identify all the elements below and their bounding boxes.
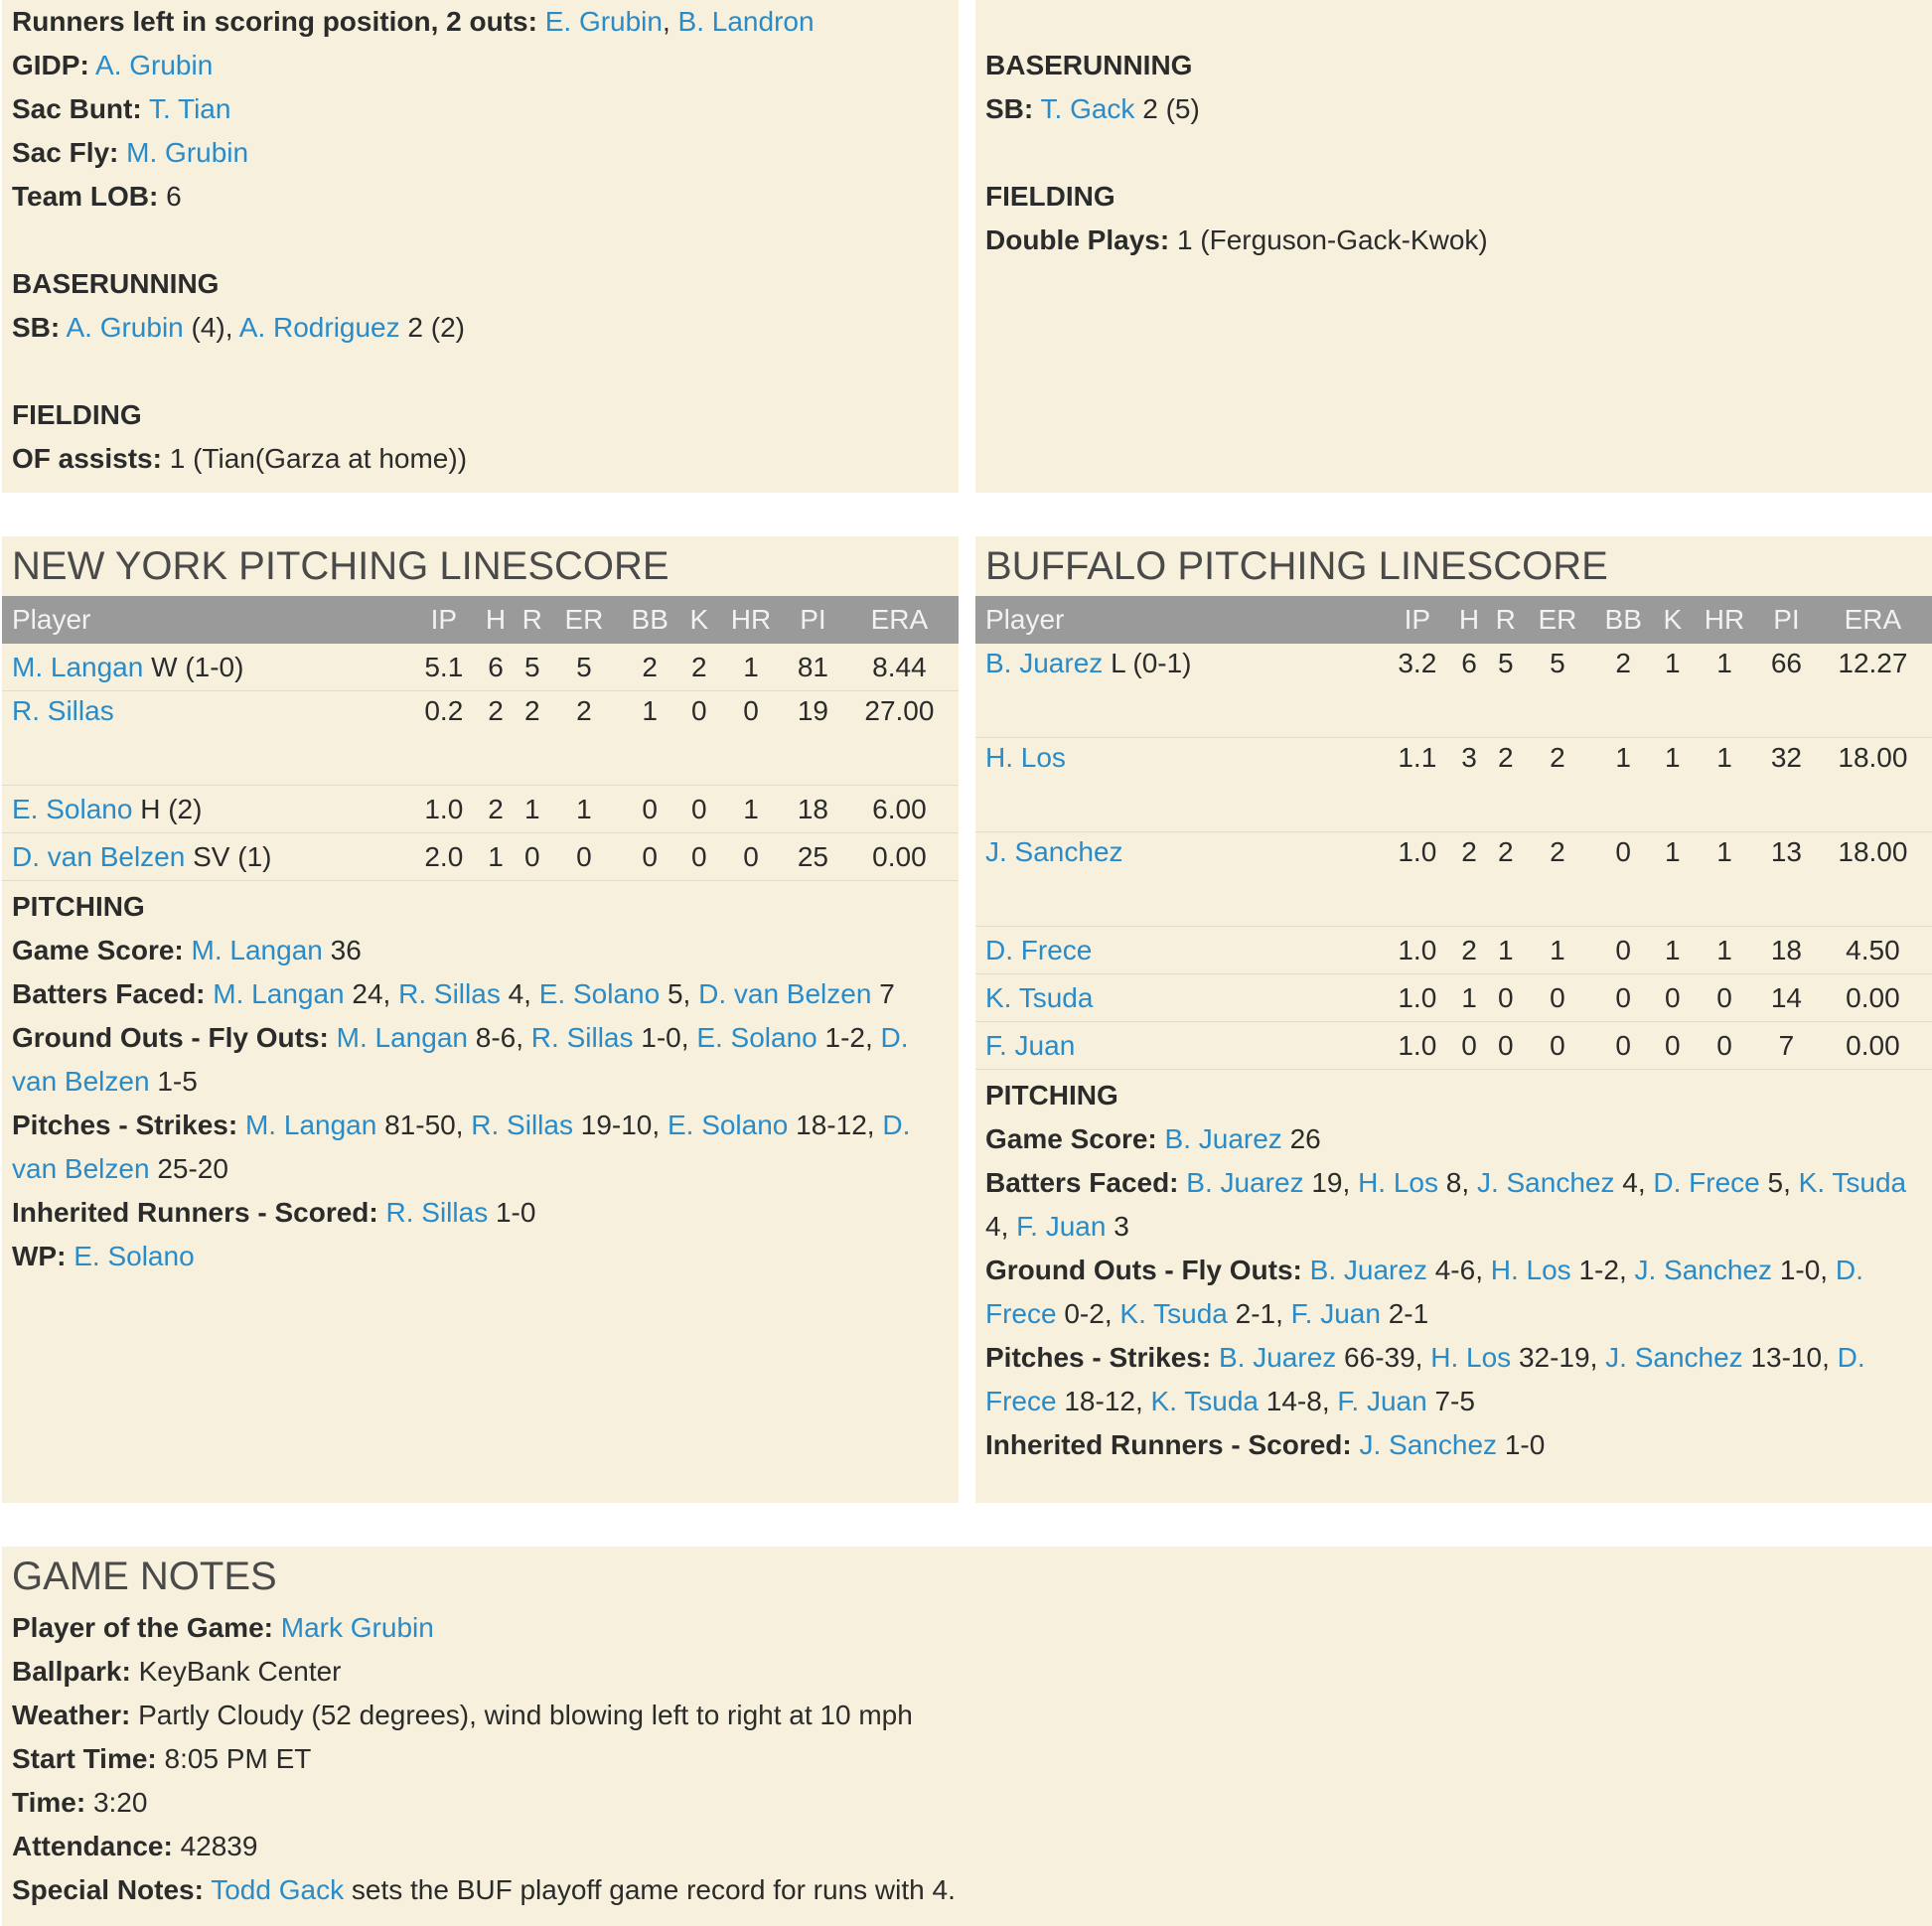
player-link[interactable]: F. Juan bbox=[1337, 1386, 1427, 1416]
ny-batting-notes-panel bbox=[2, 0, 959, 493]
inherited-runners-line: Inherited Runners - Scored: J. Sanchez 1-0 bbox=[985, 1429, 1546, 1460]
col-header-er[interactable]: ER bbox=[550, 596, 618, 644]
player-link[interactable]: D. Frece bbox=[985, 934, 1093, 965]
of-assists-line: OF assists: 1 (Tian(Garza at home)) bbox=[12, 443, 468, 474]
table-header-row bbox=[2, 596, 959, 644]
player-link[interactable]: B. Juarez bbox=[1218, 1342, 1337, 1373]
player-link[interactable]: D. van Belzen bbox=[12, 1110, 911, 1184]
ballpark-line: Ballpark: KeyBank Center bbox=[12, 1656, 342, 1687]
groundouts-flyouts-line: Ground Outs - Fly Outs: M. Langan 8-6, R. Sillas 1-0, E. Solano 1-2, D. van Belzen 1-5 bbox=[12, 1022, 909, 1097]
player-link[interactable]: R. Sillas bbox=[530, 1022, 634, 1053]
player-link[interactable]: E. Grubin bbox=[544, 6, 663, 37]
player-link[interactable]: A. Grubin bbox=[66, 312, 184, 343]
player-link[interactable]: H. Los bbox=[985, 742, 1066, 773]
player-link[interactable]: R. Sillas bbox=[398, 978, 501, 1009]
col-header-h[interactable]: H bbox=[478, 596, 515, 644]
player-link[interactable]: D. van Belzen bbox=[12, 1022, 909, 1097]
ny-pitching-table bbox=[2, 596, 959, 881]
player-link[interactable]: M. Langan bbox=[244, 1110, 377, 1140]
table-row: F. Juan 1.0 0 0 0 0 0 0 7 0.00 bbox=[975, 1022, 1932, 1070]
buf-batting-notes-panel bbox=[975, 0, 1932, 493]
player-link[interactable]: J. Sanchez bbox=[1605, 1342, 1743, 1373]
player-link[interactable]: H. Los bbox=[1490, 1255, 1571, 1285]
col-header-k[interactable]: K bbox=[1656, 596, 1690, 644]
game-time-line: Time: 3:20 bbox=[12, 1787, 148, 1818]
player-link[interactable]: M. Langan bbox=[213, 978, 345, 1009]
table-row: R. Sillas 0.2 2 2 2 1 0 0 19 27.00 bbox=[2, 691, 959, 786]
player-link[interactable]: B. Juarez bbox=[1309, 1255, 1427, 1285]
col-header-hr[interactable]: HR bbox=[1690, 596, 1759, 644]
pitches-strikes-line: Pitches - Strikes: B. Juarez 66-39, H. Los 32-19, J. Sanchez 13-10, D. Frece 18-12, K. Tsuda 14-8, F. Juan 7-5 bbox=[985, 1342, 1865, 1416]
player-link[interactable]: E. Solano bbox=[74, 1241, 195, 1271]
gidp-line: GIDP: A. Grubin bbox=[12, 50, 214, 80]
col-header-ip[interactable]: IP bbox=[410, 596, 478, 644]
player-link[interactable]: A. Rodriguez bbox=[238, 312, 400, 343]
player-link[interactable]: M. Langan bbox=[12, 651, 144, 682]
sb-line: SB: A. Grubin (4), A. Rodriguez 2 (2) bbox=[12, 312, 465, 343]
pitching-header: PITCHING bbox=[985, 1080, 1118, 1111]
ny-pitching-panel bbox=[2, 536, 959, 1503]
player-link[interactable]: M. Grubin bbox=[126, 137, 249, 168]
player-link[interactable]: D. van Belzen bbox=[12, 840, 186, 872]
col-header-hr[interactable]: HR bbox=[716, 596, 786, 644]
player-link[interactable]: E. Solano bbox=[667, 1110, 789, 1140]
player-link[interactable]: R. Sillas bbox=[471, 1110, 573, 1140]
player-link[interactable]: Mark Grubin bbox=[280, 1612, 434, 1643]
weather-line: Weather: Partly Cloudy (52 degrees), wind blowing left to right at 10 mph bbox=[12, 1700, 913, 1730]
fielding-header: FIELDING bbox=[12, 399, 142, 430]
player-link[interactable]: E. Solano bbox=[538, 978, 661, 1009]
inherited-runners-line: Inherited Runners - Scored: R. Sillas 1-0 bbox=[12, 1197, 536, 1228]
player-link[interactable]: B. Juarez bbox=[985, 648, 1104, 678]
player-link[interactable]: D. Frece bbox=[985, 1255, 1863, 1329]
table-row: H. Los 1.1 3 2 2 1 1 1 32 18.00 bbox=[975, 738, 1932, 832]
player-link[interactable]: D. Frece bbox=[985, 1342, 1865, 1416]
player-link[interactable]: E. Solano bbox=[696, 1022, 817, 1053]
buf-pitching-title: BUFFALO PITCHING LINESCORE bbox=[985, 544, 1608, 588]
player-link[interactable]: F. Juan bbox=[1290, 1298, 1381, 1329]
player-link[interactable]: R. Sillas bbox=[12, 695, 114, 726]
pitches-strikes-line: Pitches - Strikes: M. Langan 81-50, R. Sillas 19-10, E. Solano 18-12, D. van Belzen 25-20 bbox=[12, 1110, 911, 1184]
col-header-r[interactable]: R bbox=[514, 596, 550, 644]
wild-pitch-line: WP: E. Solano bbox=[12, 1241, 195, 1271]
player-link[interactable]: H. Los bbox=[1430, 1342, 1512, 1373]
batters-faced-line: Batters Faced: B. Juarez 19, H. Los 8, J. Sanchez 4, D. Frece 5, K. Tsuda 4, F. Juan 3 bbox=[985, 1167, 1907, 1242]
player-link[interactable]: H. Los bbox=[1358, 1167, 1439, 1198]
player-link[interactable]: T. Tian bbox=[148, 93, 231, 124]
player-link[interactable]: J. Sanchez bbox=[1476, 1167, 1615, 1198]
col-header-er[interactable]: ER bbox=[1524, 596, 1591, 644]
player-link[interactable]: Todd Gack bbox=[211, 1874, 345, 1905]
player-link[interactable]: D. van Belzen bbox=[698, 978, 872, 1009]
col-header-pi[interactable]: PI bbox=[786, 596, 840, 644]
game-score-line: Game Score: B. Juarez 26 bbox=[985, 1123, 1321, 1154]
game-notes-title: GAME NOTES bbox=[12, 1555, 277, 1598]
player-link[interactable]: B. Juarez bbox=[1186, 1167, 1304, 1198]
table-row: M. Langan W (1-0) 5.1 6 5 5 2 2 1 81 8.44 bbox=[2, 644, 959, 691]
double-plays-line: Double Plays: 1 (Ferguson-Gack-Kwok) bbox=[985, 224, 1488, 255]
game-notes-panel bbox=[2, 1547, 1932, 1926]
player-link[interactable]: M. Langan bbox=[191, 935, 323, 965]
player-link[interactable]: K. Tsuda bbox=[1798, 1167, 1907, 1198]
fielding-header: FIELDING bbox=[985, 181, 1115, 212]
col-header-r[interactable]: R bbox=[1487, 596, 1524, 644]
col-header-k[interactable]: K bbox=[682, 596, 716, 644]
col-header-player[interactable]: Player bbox=[2, 596, 410, 644]
game-score-line: Game Score: M. Langan 36 bbox=[12, 935, 362, 965]
buf-pitching-panel bbox=[975, 536, 1932, 1503]
player-link[interactable]: D. Frece bbox=[1653, 1167, 1760, 1198]
attendance-line: Attendance: 42839 bbox=[12, 1831, 258, 1861]
table-row: E. Solano H (2) 1.0 2 1 1 0 0 1 18 6.00 bbox=[2, 786, 959, 833]
table-row: J. Sanchez 1.0 2 2 2 0 1 1 13 18.00 bbox=[975, 832, 1932, 927]
batters-faced-line: Batters Faced: M. Langan 24, R. Sillas 4, E. Solano 5, D. van Belzen 7 bbox=[12, 978, 895, 1009]
table-row: D. Frece 1.0 2 1 1 0 1 1 18 4.50 bbox=[975, 927, 1932, 974]
player-link[interactable]: E. Solano bbox=[12, 793, 133, 824]
sb-line: SB: T. Gack 2 (5) bbox=[985, 93, 1200, 124]
col-header-ip[interactable]: IP bbox=[1384, 596, 1451, 644]
col-header-bb[interactable]: BB bbox=[618, 596, 682, 644]
player-link[interactable]: K. Tsuda bbox=[1150, 1386, 1259, 1416]
groundouts-flyouts-line: Ground Outs - Fly Outs: B. Juarez 4-6, H. Los 1-2, J. Sanchez 1-0, D. Frece 0-2, K. Tsuda 2-1, F. Juan 2-1 bbox=[985, 1255, 1863, 1329]
player-link[interactable]: K. Tsuda bbox=[1119, 1298, 1228, 1329]
sac-bunt-line: Sac Bunt: T. Tian bbox=[12, 93, 231, 124]
col-header-bb[interactable]: BB bbox=[1591, 596, 1656, 644]
table-row: D. van Belzen SV (1) 2.0 1 0 0 0 0 0 25 0.00 bbox=[2, 833, 959, 881]
player-link[interactable]: R. Sillas bbox=[385, 1197, 489, 1228]
table-header-row bbox=[975, 596, 1932, 644]
player-link[interactable]: F. Juan bbox=[985, 1029, 1076, 1061]
player-link[interactable]: B. Juarez bbox=[1164, 1123, 1282, 1154]
player-link[interactable]: J. Sanchez bbox=[985, 836, 1123, 867]
ny-pitching-title: NEW YORK PITCHING LINESCORE bbox=[12, 544, 669, 588]
special-notes-line: Special Notes: Todd Gack sets the BUF playoff game record for runs with 4. bbox=[12, 1874, 956, 1905]
player-link[interactable]: F. Juan bbox=[1016, 1211, 1107, 1242]
table-row: K. Tsuda 1.0 1 0 0 0 0 0 14 0.00 bbox=[975, 974, 1932, 1022]
player-link[interactable]: B. Landron bbox=[677, 6, 815, 37]
buf-pitching-table bbox=[975, 596, 1932, 1070]
start-time-line: Start Time: 8:05 PM ET bbox=[12, 1743, 312, 1774]
col-header-player[interactable]: Player bbox=[975, 596, 1384, 644]
col-header-era[interactable]: ERA bbox=[840, 596, 959, 644]
sac-fly-line: Sac Fly: M. Grubin bbox=[12, 137, 249, 168]
col-header-pi[interactable]: PI bbox=[1759, 596, 1814, 644]
col-header-era[interactable]: ERA bbox=[1814, 596, 1932, 644]
col-header-h[interactable]: H bbox=[1451, 596, 1488, 644]
player-link[interactable]: J. Sanchez bbox=[1634, 1255, 1773, 1285]
player-link[interactable]: J. Sanchez bbox=[1359, 1429, 1498, 1460]
player-of-game-line: Player of the Game: Mark Grubin bbox=[12, 1612, 434, 1643]
team-lob-line: Team LOB: 6 bbox=[12, 181, 182, 212]
player-link[interactable]: K. Tsuda bbox=[985, 981, 1094, 1013]
table-row: B. Juarez L (0-1) 3.2 6 5 5 2 1 1 66 12.27 bbox=[975, 644, 1932, 738]
rlisp-line: Runners left in scoring position, 2 outs: E. Grubin, B. Landron bbox=[12, 6, 815, 37]
pitching-header: PITCHING bbox=[12, 891, 145, 922]
player-link[interactable]: T. Gack bbox=[1040, 93, 1135, 124]
player-link[interactable]: A. Grubin bbox=[95, 50, 214, 80]
player-link[interactable]: M. Langan bbox=[336, 1022, 468, 1053]
baserunning-header: BASERUNNING bbox=[12, 268, 220, 299]
baserunning-header: BASERUNNING bbox=[985, 50, 1193, 80]
